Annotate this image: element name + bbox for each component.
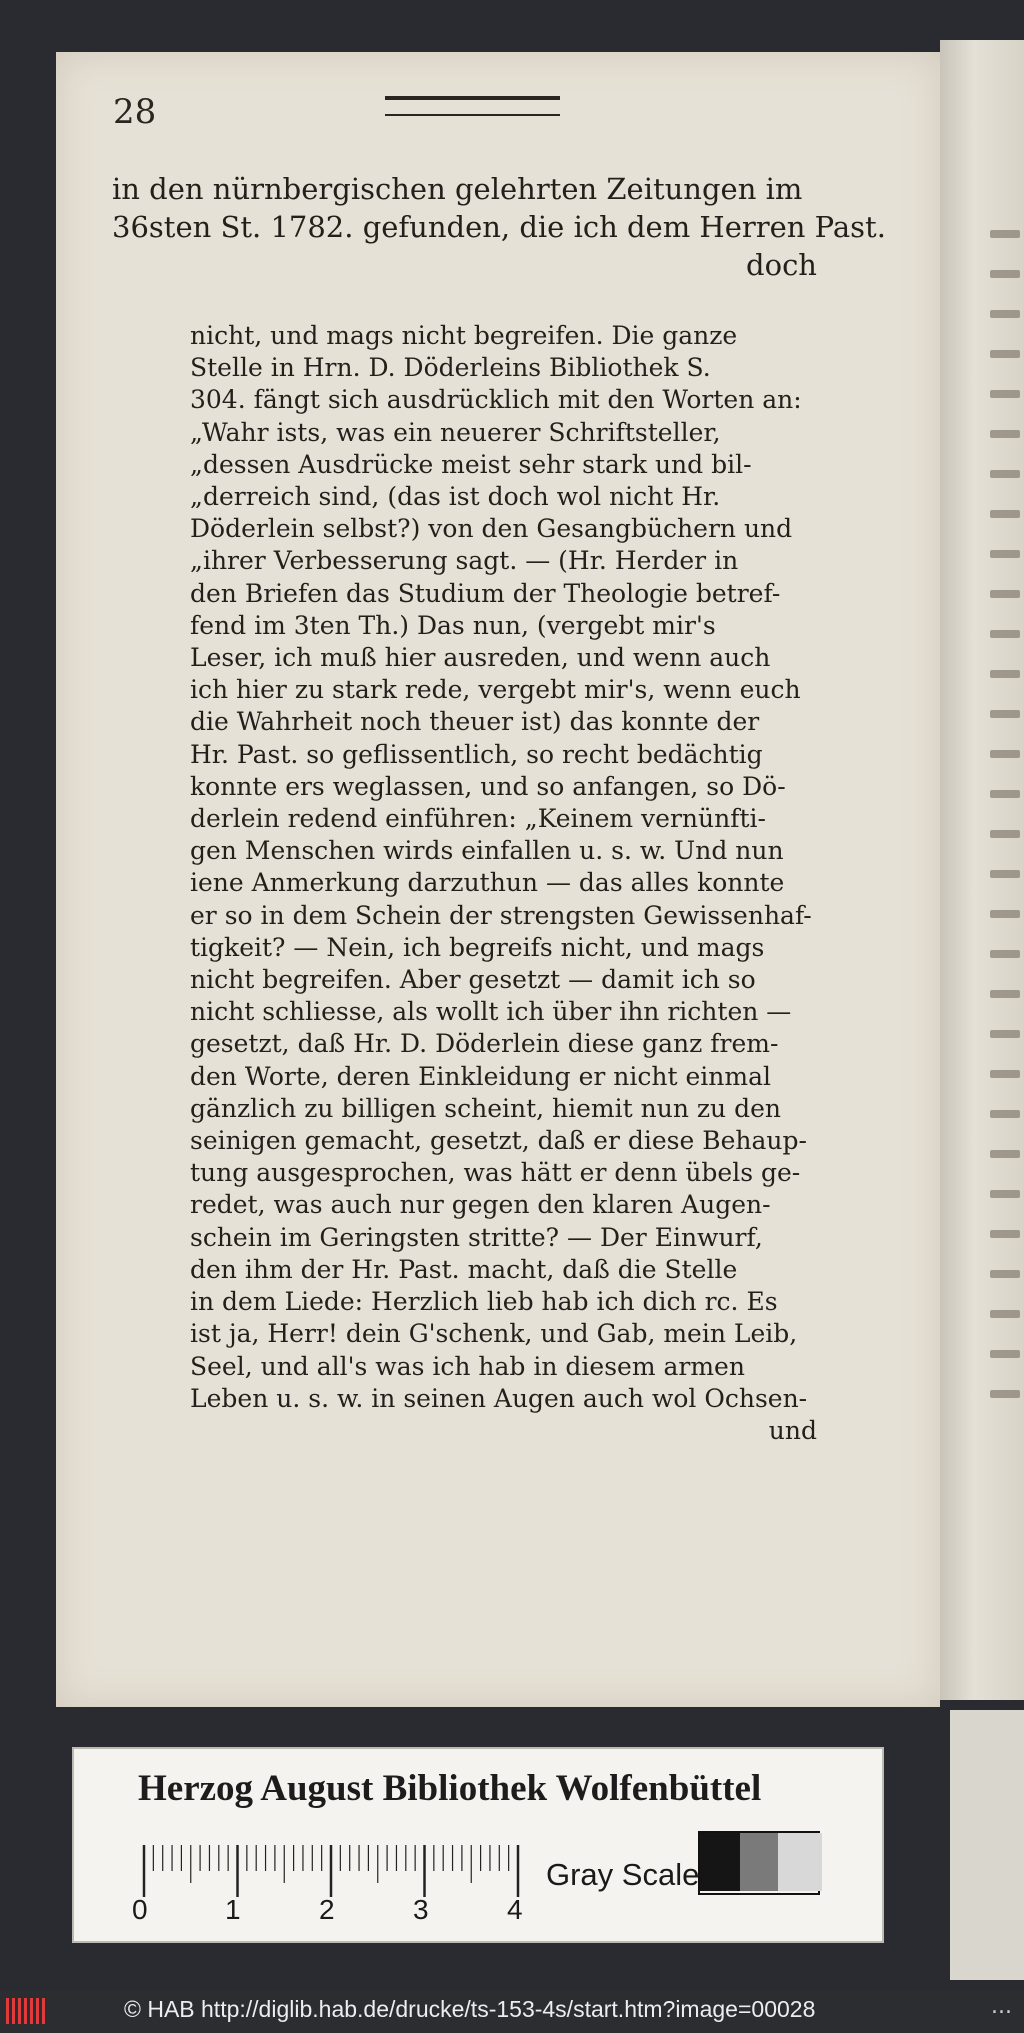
next-page-line-fragment: [990, 1350, 1020, 1358]
next-page-line-fragment: [990, 1190, 1020, 1198]
next-page-line-fragment: [990, 510, 1020, 518]
next-page-line-fragment: [990, 430, 1020, 438]
text-line: Leser, ich muß hier ausreden, und wenn auch: [190, 643, 771, 673]
next-page-line-fragment: [990, 310, 1020, 318]
main-text-block: [190, 320, 817, 1447]
next-page-line-fragment: [990, 1390, 1020, 1398]
page-number: 28: [113, 92, 157, 132]
text-line: redet, was auch nur gegen den klaren Augen-: [190, 1190, 771, 1220]
ruler-label: 4: [507, 1894, 523, 1925]
next-page-lower-edge: [950, 1710, 1024, 1980]
ruler-label: 2: [319, 1894, 335, 1925]
text-line: Stelle in Hrn. D. Döderleins Bibliothek S.: [190, 353, 711, 383]
text-line: nicht schliesse, als wollt ich über ihn richten —: [190, 997, 792, 1027]
header-ornament-rule: [385, 96, 560, 116]
next-page-line-fragment: [990, 1150, 1020, 1158]
text-line: nicht begreifen. Aber gesetzt — damit ich so: [190, 965, 756, 995]
catchword: doch: [746, 248, 817, 282]
text-line: die Wahrheit noch theuer ist) das konnte der: [190, 707, 760, 737]
text-line: „dessen Ausdrücke meist sehr stark und bil-: [190, 449, 752, 479]
gray-patch-light: [778, 1833, 822, 1891]
text-line: derlein redend einführen: „Keinem vernünfti-: [190, 804, 766, 834]
next-page-line-fragment: [990, 350, 1020, 358]
more-menu-icon[interactable]: ...: [991, 1994, 1012, 2019]
library-name: Herzog August Bibliothek Wolfenbüttel: [138, 1768, 762, 1809]
ruler-label: 1: [225, 1894, 241, 1925]
library-color-card: [72, 1747, 884, 1943]
next-page-line-fragment: [990, 390, 1020, 398]
text-line: den Briefen das Studium der Theologie betref-: [190, 578, 781, 608]
text-line: Döderlein selbst?) von den Gesangbüchern und: [190, 514, 793, 544]
next-page-line-fragment: [990, 590, 1020, 598]
text-line: Leben u. s. w. in seinen Augen auch wol Ochsen-: [190, 1383, 808, 1413]
next-page-line-fragment: [990, 670, 1020, 678]
next-page-line-fragment: [990, 790, 1020, 798]
text-line: in dem Liede: Herzlich lieb hab ich dich rc. Es: [190, 1287, 778, 1317]
next-page-line-fragment: [990, 1230, 1020, 1238]
text-line: 36sten St. 1782. gefunden, die ich dem Herren Past.: [112, 210, 886, 244]
text-line: gänzlich zu billigen scheint, hiemit nun zu den: [190, 1093, 781, 1123]
next-page-line-fragment: [990, 550, 1020, 558]
next-page-line-fragment: [990, 950, 1020, 958]
next-page-line-fragment: [990, 870, 1020, 878]
next-page-line-fragment: [990, 1310, 1020, 1318]
hab-logo-icon[interactable]: [6, 1998, 46, 2024]
catchword: und: [768, 1415, 817, 1445]
next-page-line-fragment: [990, 990, 1020, 998]
text-line: schein im Geringsten stritte? — Der Einwurf,: [190, 1222, 763, 1252]
next-page-line-fragment: [990, 710, 1020, 718]
scale-ruler: [140, 1841, 520, 1901]
next-page-line-fragment: [990, 630, 1020, 638]
ruler-label: 0: [132, 1894, 148, 1925]
next-page-line-fragment: [990, 1270, 1020, 1278]
next-page-line-fragment: [990, 1070, 1020, 1078]
text-line: „Wahr ists, was ein neuerer Schriftsteller,: [190, 417, 721, 447]
gray-patch-dark: [700, 1833, 744, 1891]
next-page-line-fragment: [990, 830, 1020, 838]
ruler-label: 3: [413, 1894, 429, 1925]
text-line: 304. fängt sich ausdrücklich mit den Worten an:: [190, 385, 802, 415]
text-line: ich hier zu stark rede, vergebt mir's, wenn euch: [190, 675, 801, 705]
next-page-line-fragment: [990, 270, 1020, 278]
viewer-footer: [0, 1990, 1024, 2033]
next-page-line-fragment: [990, 1030, 1020, 1038]
next-page-line-fragment: [990, 230, 1020, 238]
text-line: tung ausgesprochen, was hätt er denn übels ge-: [190, 1158, 801, 1188]
text-line: gesetzt, daß Hr. D. Döderlein diese ganz frem-: [190, 1029, 779, 1059]
text-line: seinigen gemacht, gesetzt, daß er diese Behaup-: [190, 1126, 807, 1156]
text-line: „ihrer Verbesserung sagt. — (Hr. Herder in: [190, 546, 739, 576]
copyright-url[interactable]: © HAB http://diglib.hab.de/drucke/ts-153-4s/start.htm?image=00028: [124, 1996, 816, 2022]
text-line: den Worte, deren Einkleidung er nicht einmal: [190, 1061, 771, 1091]
text-line: konnte ers weglassen, und so anfangen, so Dö-: [190, 771, 786, 801]
text-line: iene Anmerkung darzuthun — das alles konnte: [190, 868, 785, 898]
text-line: ist ja, Herr! dein G'schenk, und Gab, mein Leib,: [190, 1319, 798, 1349]
next-page-line-fragment: [990, 910, 1020, 918]
text-line: „derreich sind, (das ist doch wol nicht Hr.: [190, 482, 721, 512]
ruler-labels: [132, 1894, 532, 1934]
text-line: Hr. Past. so geflissentlich, so recht bedächtig: [190, 739, 763, 769]
next-page-line-fragment: [990, 1110, 1020, 1118]
top-text-block: [112, 170, 886, 284]
text-line: fend im 3ten Th.) Das nun, (vergebt mir's: [190, 610, 716, 640]
next-page-line-fragment: [990, 470, 1020, 478]
next-page-line-fragment: [990, 750, 1020, 758]
text-line: gen Menschen wirds einfallen u. s. w. Und nun: [190, 836, 784, 866]
next-page-text-fragments: [990, 230, 1020, 1430]
text-line: Seel, und all's was ich hab in diesem armen: [190, 1351, 745, 1381]
text-line: er so in dem Schein der strengsten Gewissenhaf-: [190, 900, 812, 930]
text-line: nicht, und mags nicht begreifen. Die ganze: [190, 321, 738, 350]
text-line: den ihm der Hr. Past. macht, daß die Stelle: [190, 1254, 738, 1284]
text-line: tigkeit? — Nein, ich begreifs nicht, und mags: [190, 932, 765, 962]
text-line: in den nürnbergischen gelehrten Zeitungen im: [112, 172, 803, 206]
gray-scale-label: Gray Scale: [546, 1857, 700, 1892]
